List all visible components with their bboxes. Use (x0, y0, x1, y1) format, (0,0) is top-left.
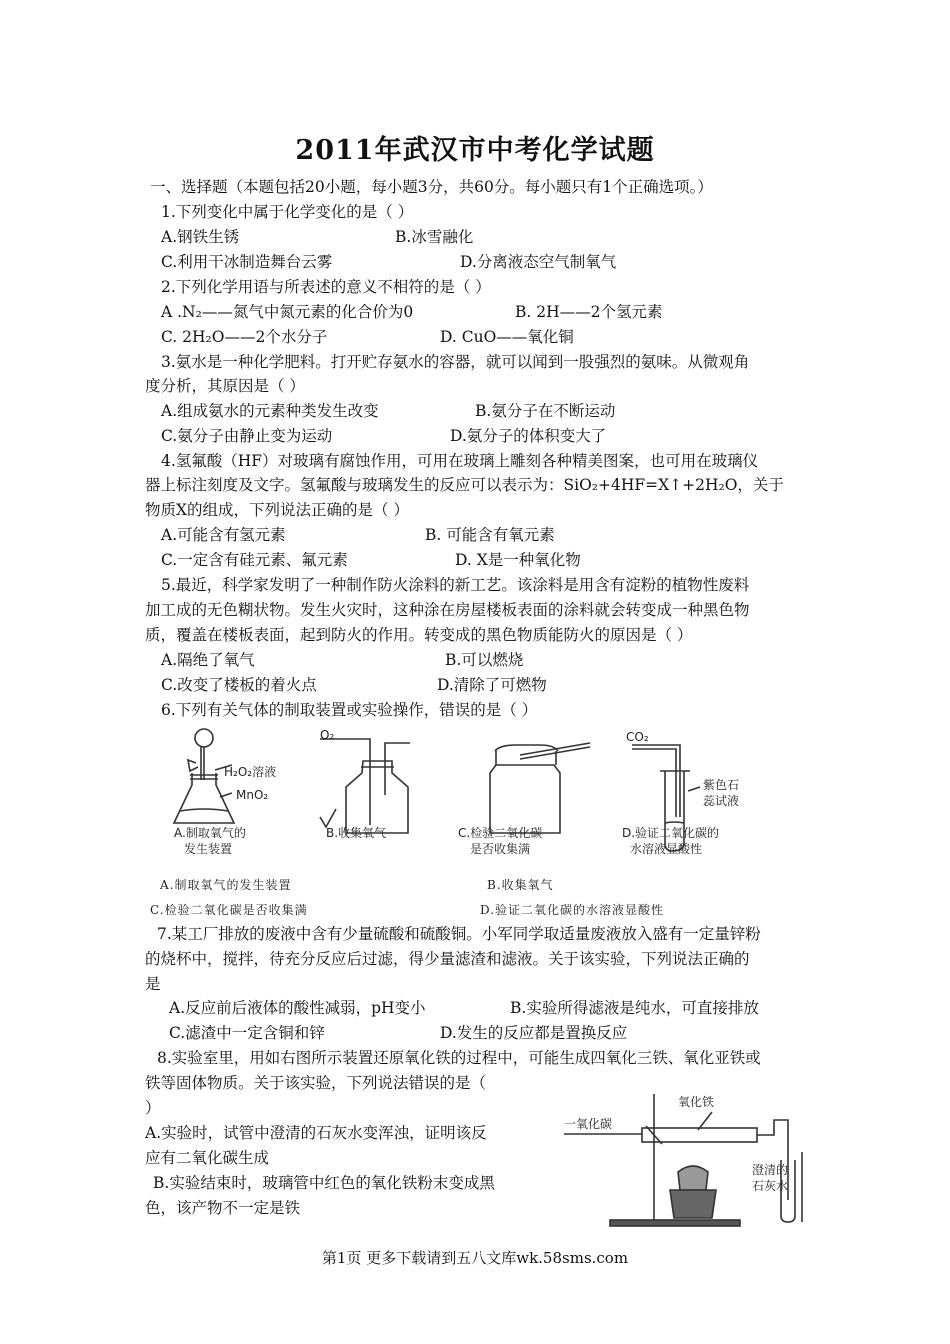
q7-option-d: D.发生的反应都是置换反应 (440, 1024, 628, 1042)
q7-option-c: C.滤渣中一定含铜和锌 (169, 1024, 325, 1042)
q3-option-d: D.氨分子的体积变大了 (450, 427, 607, 445)
q5-option-a: A.隔绝了氧气 (161, 651, 255, 669)
page-footer: 第1页 更多下载请到五八文库wk.58sms.com (321, 1249, 629, 1267)
question-8-line-3: ） (145, 1099, 161, 1117)
q8-option-b-line-2: 色，该产物不一定是铁 (145, 1199, 301, 1217)
label-litmus-2: 蕊试液 (703, 794, 740, 808)
q4-option-b: B. 可能含有氧元素 (425, 526, 555, 544)
q3-option-a: A.组成氨水的元素种类发生改变 (161, 402, 379, 420)
q6-option-a: A.制取氧气的发生装置 (160, 878, 292, 892)
question-6: 6.下列有关气体的制取装置或实验操作，错误的是（ ） (161, 701, 538, 719)
q3-option-b: B.氨分子在不断运动 (475, 402, 616, 420)
caption-d-1: D.验证二氧化碳的 (622, 826, 720, 840)
q6-apparatus-figure (160, 725, 780, 860)
label-iron-oxide: 氧化铁 (678, 1095, 715, 1109)
page-title: 2011年武汉市中考化学试题 (295, 135, 655, 166)
label-litmus-1: 紫色石 (703, 778, 740, 792)
question-7-line-1: 7.某工厂排放的废液中含有少量硫酸和硫酸铜。小军同学取适量废液放入盛有一定量锌粉 (157, 925, 761, 943)
q8-apparatus-figure (562, 1090, 812, 1230)
q5-option-d: D.清除了可燃物 (437, 676, 547, 694)
question-8-line-1: 8.实验室里，用如右图所示装置还原氧化铁的过程中，可能生成四氧化三铁、氧化亚铁或 (157, 1049, 761, 1067)
q6-option-d: D.验证二氧化碳的水溶液显酸性 (480, 903, 665, 917)
q1-option-b: B.冰雪融化 (395, 228, 474, 246)
question-1: 1.下列变化中属于化学变化的是（ ） (161, 203, 414, 221)
caption-c-2: 是否收集满 (470, 842, 531, 856)
section-heading: 一、选择题（本题包括20小题，每小题3分，共60分。每小题只有1个正确选项。） (150, 178, 713, 196)
caption-b: B.收集氧气 (326, 826, 387, 840)
stand-base (610, 1220, 740, 1226)
question-8-line-2: 铁等固体物质。关于该实验，下列说法错误的是（ (145, 1074, 487, 1092)
q8-option-a-line-2: 应有二氧化碳生成 (145, 1149, 270, 1167)
q2-option-d: D. CuO——氧化铜 (440, 328, 574, 346)
q5-option-b: B.可以燃烧 (445, 651, 524, 669)
label-limewater-1: 澄清的 (752, 1163, 789, 1177)
q1-option-c: C.利用干冰制造舞台云雾 (161, 253, 333, 271)
question-2: 2.下列化学用语与所表述的意义不相符的是（ ） (161, 278, 491, 296)
gas-jar-c (490, 743, 590, 833)
question-5-line-3: 质，覆盖在楼板表面，起到防火的作用。转变成的黑色物质能防火的原因是（ ） (145, 626, 693, 644)
caption-a-1: A.制取氧气的 (174, 826, 246, 840)
label-carbon-monoxide: 一氧化碳 (564, 1117, 613, 1131)
caption-d-2: 水溶液显酸性 (630, 842, 703, 856)
q2-option-c: C. 2H₂O——2个水分子 (161, 328, 328, 346)
label-limewater-2: 石灰水 (752, 1179, 789, 1193)
q1-option-a: A.钢铁生锈 (161, 228, 240, 246)
label-co2: CO₂ (626, 730, 649, 744)
q6-option-b: B.收集氧气 (487, 878, 554, 892)
q2-option-b: B. 2H——2个氢元素 (515, 303, 663, 321)
alcohol-lamp (670, 1190, 716, 1218)
q7-option-a: A.反应前后液体的酸性减弱，pH变小 (169, 999, 426, 1017)
question-5-line-2: 加工成的无色糊状物。发生火灾时，这种涂在房屋楼板表面的涂料就会转变成一种黑色物 (145, 601, 750, 619)
question-7-line-2: 的烧杯中，搅拌，待充分反应后过滤，得少量滤渣和滤液。关于该实验，下列说法正确的 (145, 950, 750, 968)
q1-option-d: D.分离液态空气制氧气 (460, 253, 617, 271)
label-h2o2: H₂O₂溶液 (224, 765, 277, 779)
gas-bottle-b (320, 739, 410, 833)
q3-option-c: C.氨分子由静止变为运动 (161, 427, 333, 445)
q4-option-d: D. X是一种氧化物 (455, 551, 581, 569)
q2-option-a: A .N₂——氮气中氮元素的化合价为0 (161, 303, 414, 321)
caption-c-1: C.检验二氧化碳 (458, 826, 543, 840)
q4-option-a: A.可能含有氢元素 (161, 526, 286, 544)
question-5-line-1: 5.最近，科学家发明了一种制作防火涂料的新工艺。该涂料是用含有淀粉的植物性废料 (161, 576, 750, 594)
q5-option-c: C.改变了楼板的着火点 (161, 676, 317, 694)
question-4-line-3: 物质X的组成，下列说法正确的是（ ） (145, 501, 409, 519)
question-3-line-2: 度分析，其原因是（ ） (145, 377, 305, 395)
caption-a-2: 发生装置 (184, 842, 233, 856)
question-4-line-2: 器上标注刻度及文字。氢氟酸与玻璃发生的反应可以表示为：SiO₂+4HF=X↑+2H₂O，关于 (145, 476, 784, 494)
q7-option-b: B.实验所得滤液是纯水，可直接排放 (510, 999, 759, 1017)
q8-option-b-line-1: B.实验结束时，玻璃管中红色的氧化铁粉末变成黑 (153, 1174, 495, 1192)
q6-option-c: C.检验二氧化碳是否收集满 (150, 903, 308, 917)
q8-option-a-line-1: A.实验时，试管中澄清的石灰水变浑浊，证明该反 (145, 1124, 487, 1142)
question-7-line-3: 是 (145, 975, 161, 993)
label-o2: O₂ (320, 728, 335, 742)
q4-option-c: C.一定含有硅元素、氟元素 (161, 551, 348, 569)
question-3-line-1: 3.氨水是一种化学肥料。打开贮存氨水的容器，就可以闻到一股强烈的氨味。从微观角 (161, 353, 750, 371)
label-mno2: MnO₂ (236, 788, 269, 802)
question-4-line-1: 4.氢氟酸（HF）对玻璃有腐蚀作用，可用在玻璃上雕刻各种精美图案，也可用在玻璃仪 (161, 452, 759, 470)
alcohol-lamp-flame (678, 1166, 708, 1190)
